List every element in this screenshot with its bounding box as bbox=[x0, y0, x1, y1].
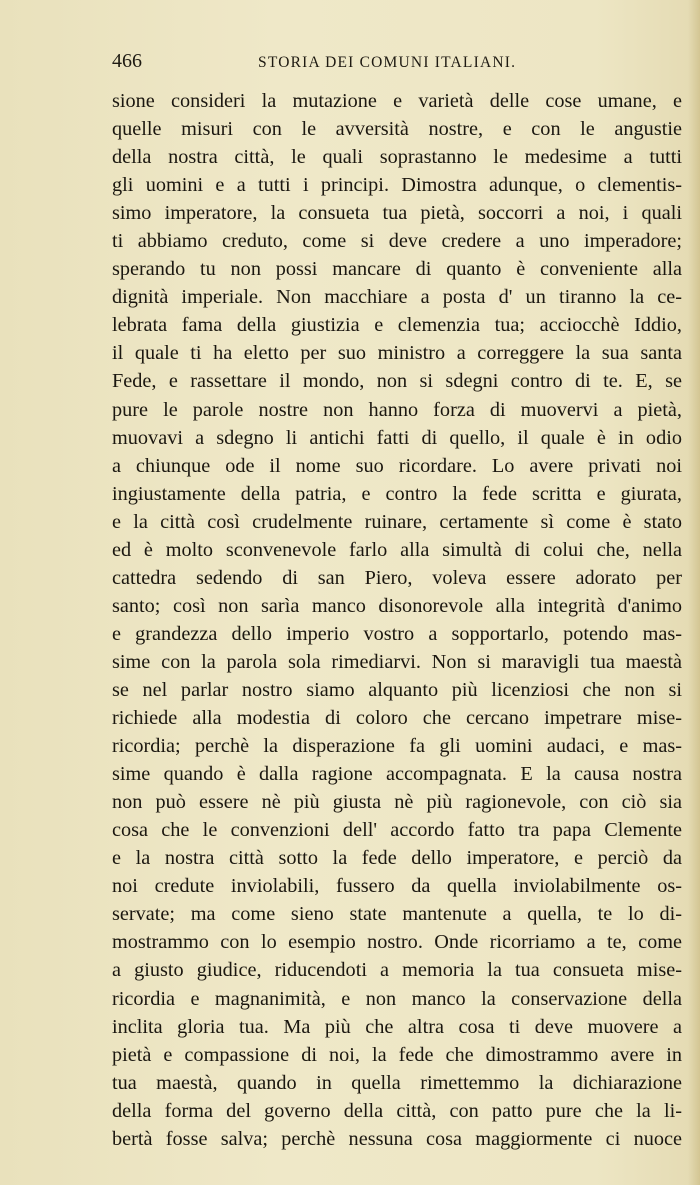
text-line: non può essere nè più giusta nè più ragionevole, con ciò sia bbox=[112, 791, 682, 814]
page-edge-shadow bbox=[688, 0, 700, 1185]
text-line: bertà fosse salva; perchè nessuna cosa maggiormente ci nuoce bbox=[112, 1127, 682, 1150]
text-line: ingiustamente della patria, e contro la fede scritta e giurata, bbox=[112, 482, 682, 505]
text-line: quelle misuri con le avversità nostre, e con le angustie bbox=[112, 118, 682, 141]
running-title: STORIA DEI COMUNI ITALIANI. bbox=[258, 54, 517, 71]
text-line: ti abbiamo creduto, come si deve credere a uno imperadore; bbox=[112, 230, 682, 253]
text-line: dignità imperiale. Non macchiare a posta d' un tiranno la ce- bbox=[112, 286, 682, 309]
text-line: muovavi a sdegno li antichi fatti di quello, il quale è in odio bbox=[112, 426, 682, 449]
text-line: ricordia; perchè la disperazione fa gli uomini audaci, e mas- bbox=[112, 735, 682, 758]
text-line: santo; così non sarìa manco disonorevole alla integrità d'animo bbox=[112, 594, 682, 617]
text-line: se nel parlar nostro siamo alquanto più licenziosi che non si bbox=[112, 678, 682, 701]
text-line: a giusto giudice, riducendoti a memoria la tua consueta mise- bbox=[112, 959, 682, 982]
text-line: simo imperatore, la consueta tua pietà, soccorri a noi, i quali bbox=[112, 202, 682, 225]
text-line: inclita gloria tua. Ma più che altra cosa ti deve muovere a bbox=[112, 1015, 682, 1038]
text-line: sime con la parola sola rimediarvi. Non si maravigli tua maestà bbox=[112, 650, 682, 673]
body-text bbox=[112, 87, 682, 1153]
text-line: lebrata fama della giustizia e clemenzia tua; acciocchè Iddio, bbox=[112, 314, 682, 337]
text-line: noi credute inviolabili, fussero da quella inviolabilmente os- bbox=[112, 875, 682, 898]
text-line: e la nostra città sotto la fede dello imperatore, e perciò da bbox=[112, 847, 682, 870]
text-line: richiede alla modestia di coloro che cercano impetrare mise- bbox=[112, 707, 682, 730]
text-line: a chiunque ode il nome suo ricordare. Lo avere privati noi bbox=[112, 454, 682, 477]
text-line: e la città così crudelmente ruinare, certamente sì come è stato bbox=[112, 510, 682, 533]
text-line: della forma del governo della città, con patto pure che la li- bbox=[112, 1099, 682, 1122]
text-line: e grandezza dello imperio vostro a sopportarlo, potendo mas- bbox=[112, 622, 682, 645]
text-line: tua maestà, quando in quella rimettemmo la dichiarazione bbox=[112, 1071, 682, 1094]
text-line: Fede, e rassettare il mondo, non si sdegni contro di te. E, se bbox=[112, 370, 682, 393]
text-line: sperando tu non possi mancare di quanto è conveniente alla bbox=[112, 258, 682, 281]
text-line: pure le parole nostre non hanno forza di muovervi a pietà, bbox=[112, 398, 682, 421]
text-line: mostrammo con lo esempio nostro. Onde ricorriamo a te, come bbox=[112, 931, 682, 954]
text-line: servate; ma come sieno state mantenute a quella, te lo di- bbox=[112, 903, 682, 926]
text-line: il quale ti ha eletto per suo ministro a correggere la sua santa bbox=[112, 342, 682, 365]
text-line: cattedra sedendo di san Piero, voleva essere adorato per bbox=[112, 566, 682, 589]
text-line: sime quando è dalla ragione accompagnata. E la causa nostra bbox=[112, 763, 682, 786]
text-line: sione consideri la mutazione e varietà delle cose umane, e bbox=[112, 90, 682, 112]
text-line: cosa che le convenzioni dell' accordo fatto tra papa Clemente bbox=[112, 819, 682, 842]
text-line: della nostra città, le quali soprastanno le medesime a tutti bbox=[112, 146, 682, 169]
text-line: ed è molto sconvenevole farlo alla simultà di colui che, nella bbox=[112, 538, 682, 561]
text-line: pietà e compassione di noi, la fede che dimostrammo avere in bbox=[112, 1043, 682, 1066]
page-number: 466 bbox=[112, 50, 142, 72]
text-line: ricordia e magnanimità, e non manco la conservazione della bbox=[112, 987, 682, 1010]
text-line: gli uomini e a tutti i principi. Dimostra adunque, o clementis- bbox=[112, 174, 682, 197]
page-header bbox=[112, 50, 682, 80]
